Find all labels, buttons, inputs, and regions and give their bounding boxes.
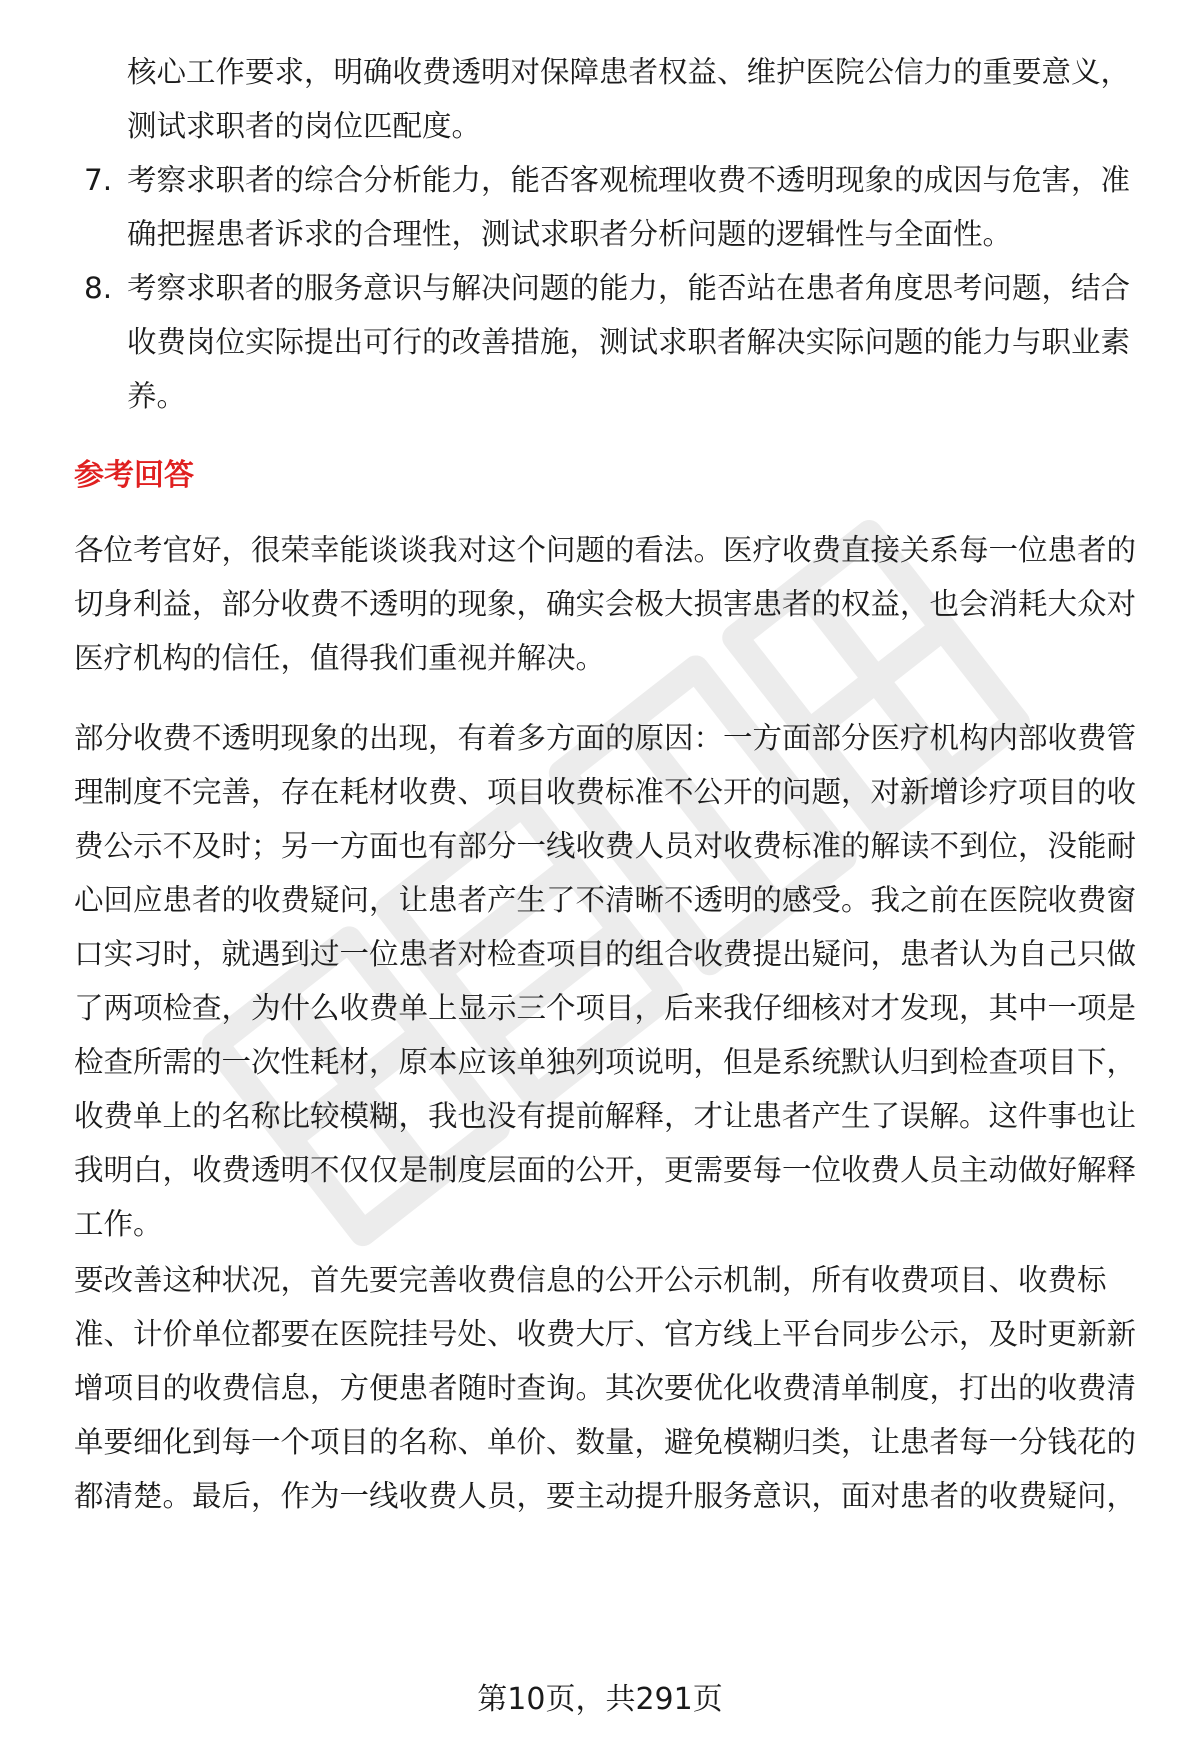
- paragraph-2-line-7: 检查所需的一次性耗材，原本应该单独列项说明，但是系统默认归到检查项目下，: [74, 1045, 1137, 1079]
- paragraph-2-line-10: 工作。: [74, 1207, 163, 1241]
- list-item-6-line-2: 测试求职者的岗位匹配度。: [127, 109, 482, 143]
- paragraph-3-line-3: 增项目的收费信息，方便患者随时查询。其次要优化收费清单制度，打出的收费清: [74, 1371, 1137, 1405]
- list-item-7-number: 7.: [84, 163, 113, 197]
- paragraph-2-line-1: 部分收费不透明现象的出现，有着多方面的原因：一方面部分医疗机构内部收费管: [74, 721, 1137, 755]
- list-item-7-line-1: 考察求职者的综合分析能力，能否客观梳理收费不透明现象的成因与危害，准: [127, 163, 1131, 197]
- paragraph-2-line-5: 口实习时，就遇到过一位患者对检查项目的组合收费提出疑问，患者认为自己只做: [74, 937, 1137, 971]
- list-item-6-line-1: 核心工作要求，明确收费透明对保障患者权益、维护医院公信力的重要意义，: [127, 55, 1131, 89]
- paragraph-1-line-3: 医疗机构的信任，值得我们重视并解决。: [74, 641, 606, 675]
- list-item-7-line-2: 确把握患者诉求的合理性，测试求职者分析问题的逻辑性与全面性。: [127, 217, 1013, 251]
- paragraph-3-line-4: 单要细化到每一个项目的名称、单价、数量，避免模糊归类，让患者每一分钱花的: [74, 1425, 1137, 1459]
- list-item-8-line-3: 养。: [127, 379, 187, 413]
- paragraph-2-line-4: 心回应患者的收费疑问，让患者产生了不清晰不透明的感受。我之前在医院收费窗: [74, 883, 1137, 917]
- list-item-8-line-1: 考察求职者的服务意识与解决问题的能力，能否站在患者角度思考问题，结合: [127, 271, 1131, 305]
- paragraph-1-line-1: 各位考官好，很荣幸能谈谈我对这个问题的看法。医疗收费直接关系每一位患者的: [74, 533, 1137, 567]
- paragraph-1-line-2: 切身利益，部分收费不透明的现象，确实会极大损害患者的权益，也会消耗大众对: [74, 587, 1137, 621]
- paragraph-2-line-6: 了两项检查，为什么收费单上显示三个项目，后来我仔细核对才发现，其中一项是: [74, 991, 1137, 1025]
- paragraph-3-line-2: 准、计价单位都要在医院挂号处、收费大厅、官方线上平台同步公示，及时更新新: [74, 1317, 1137, 1351]
- paragraph-3-line-5: 都清楚。最后，作为一线收费人员，要主动提升服务意识，面对患者的收费疑问，: [74, 1479, 1137, 1513]
- list-item-8-number: 8.: [84, 271, 113, 305]
- paragraph-2-line-8: 收费单上的名称比较模糊，我也没有提前解释，才让患者产生了误解。这件事也让: [74, 1099, 1137, 1133]
- list-item-8-line-2: 收费岗位实际提出可行的改善措施，测试求职者解决实际问题的能力与职业素: [127, 325, 1131, 359]
- page-number-footer: 第10页，共291页: [477, 1682, 723, 1717]
- paragraph-2-line-3: 费公示不及时；另一方面也有部分一线收费人员对收费标准的解读不到位，没能耐: [74, 829, 1137, 863]
- paragraph-3-line-1: 要改善这种状况，首先要完善收费信息的公开公示机制，所有收费项目、收费标: [74, 1263, 1107, 1297]
- paragraph-2-line-9: 我明白，收费透明不仅仅是制度层面的公开，更需要每一位收费人员主动做好解释: [74, 1153, 1137, 1187]
- section-heading: 参考回答: [74, 458, 194, 493]
- paragraph-2-line-2: 理制度不完善，存在耗材收费、项目收费标准不公开的问题，对新增诊疗项目的收: [74, 775, 1137, 809]
